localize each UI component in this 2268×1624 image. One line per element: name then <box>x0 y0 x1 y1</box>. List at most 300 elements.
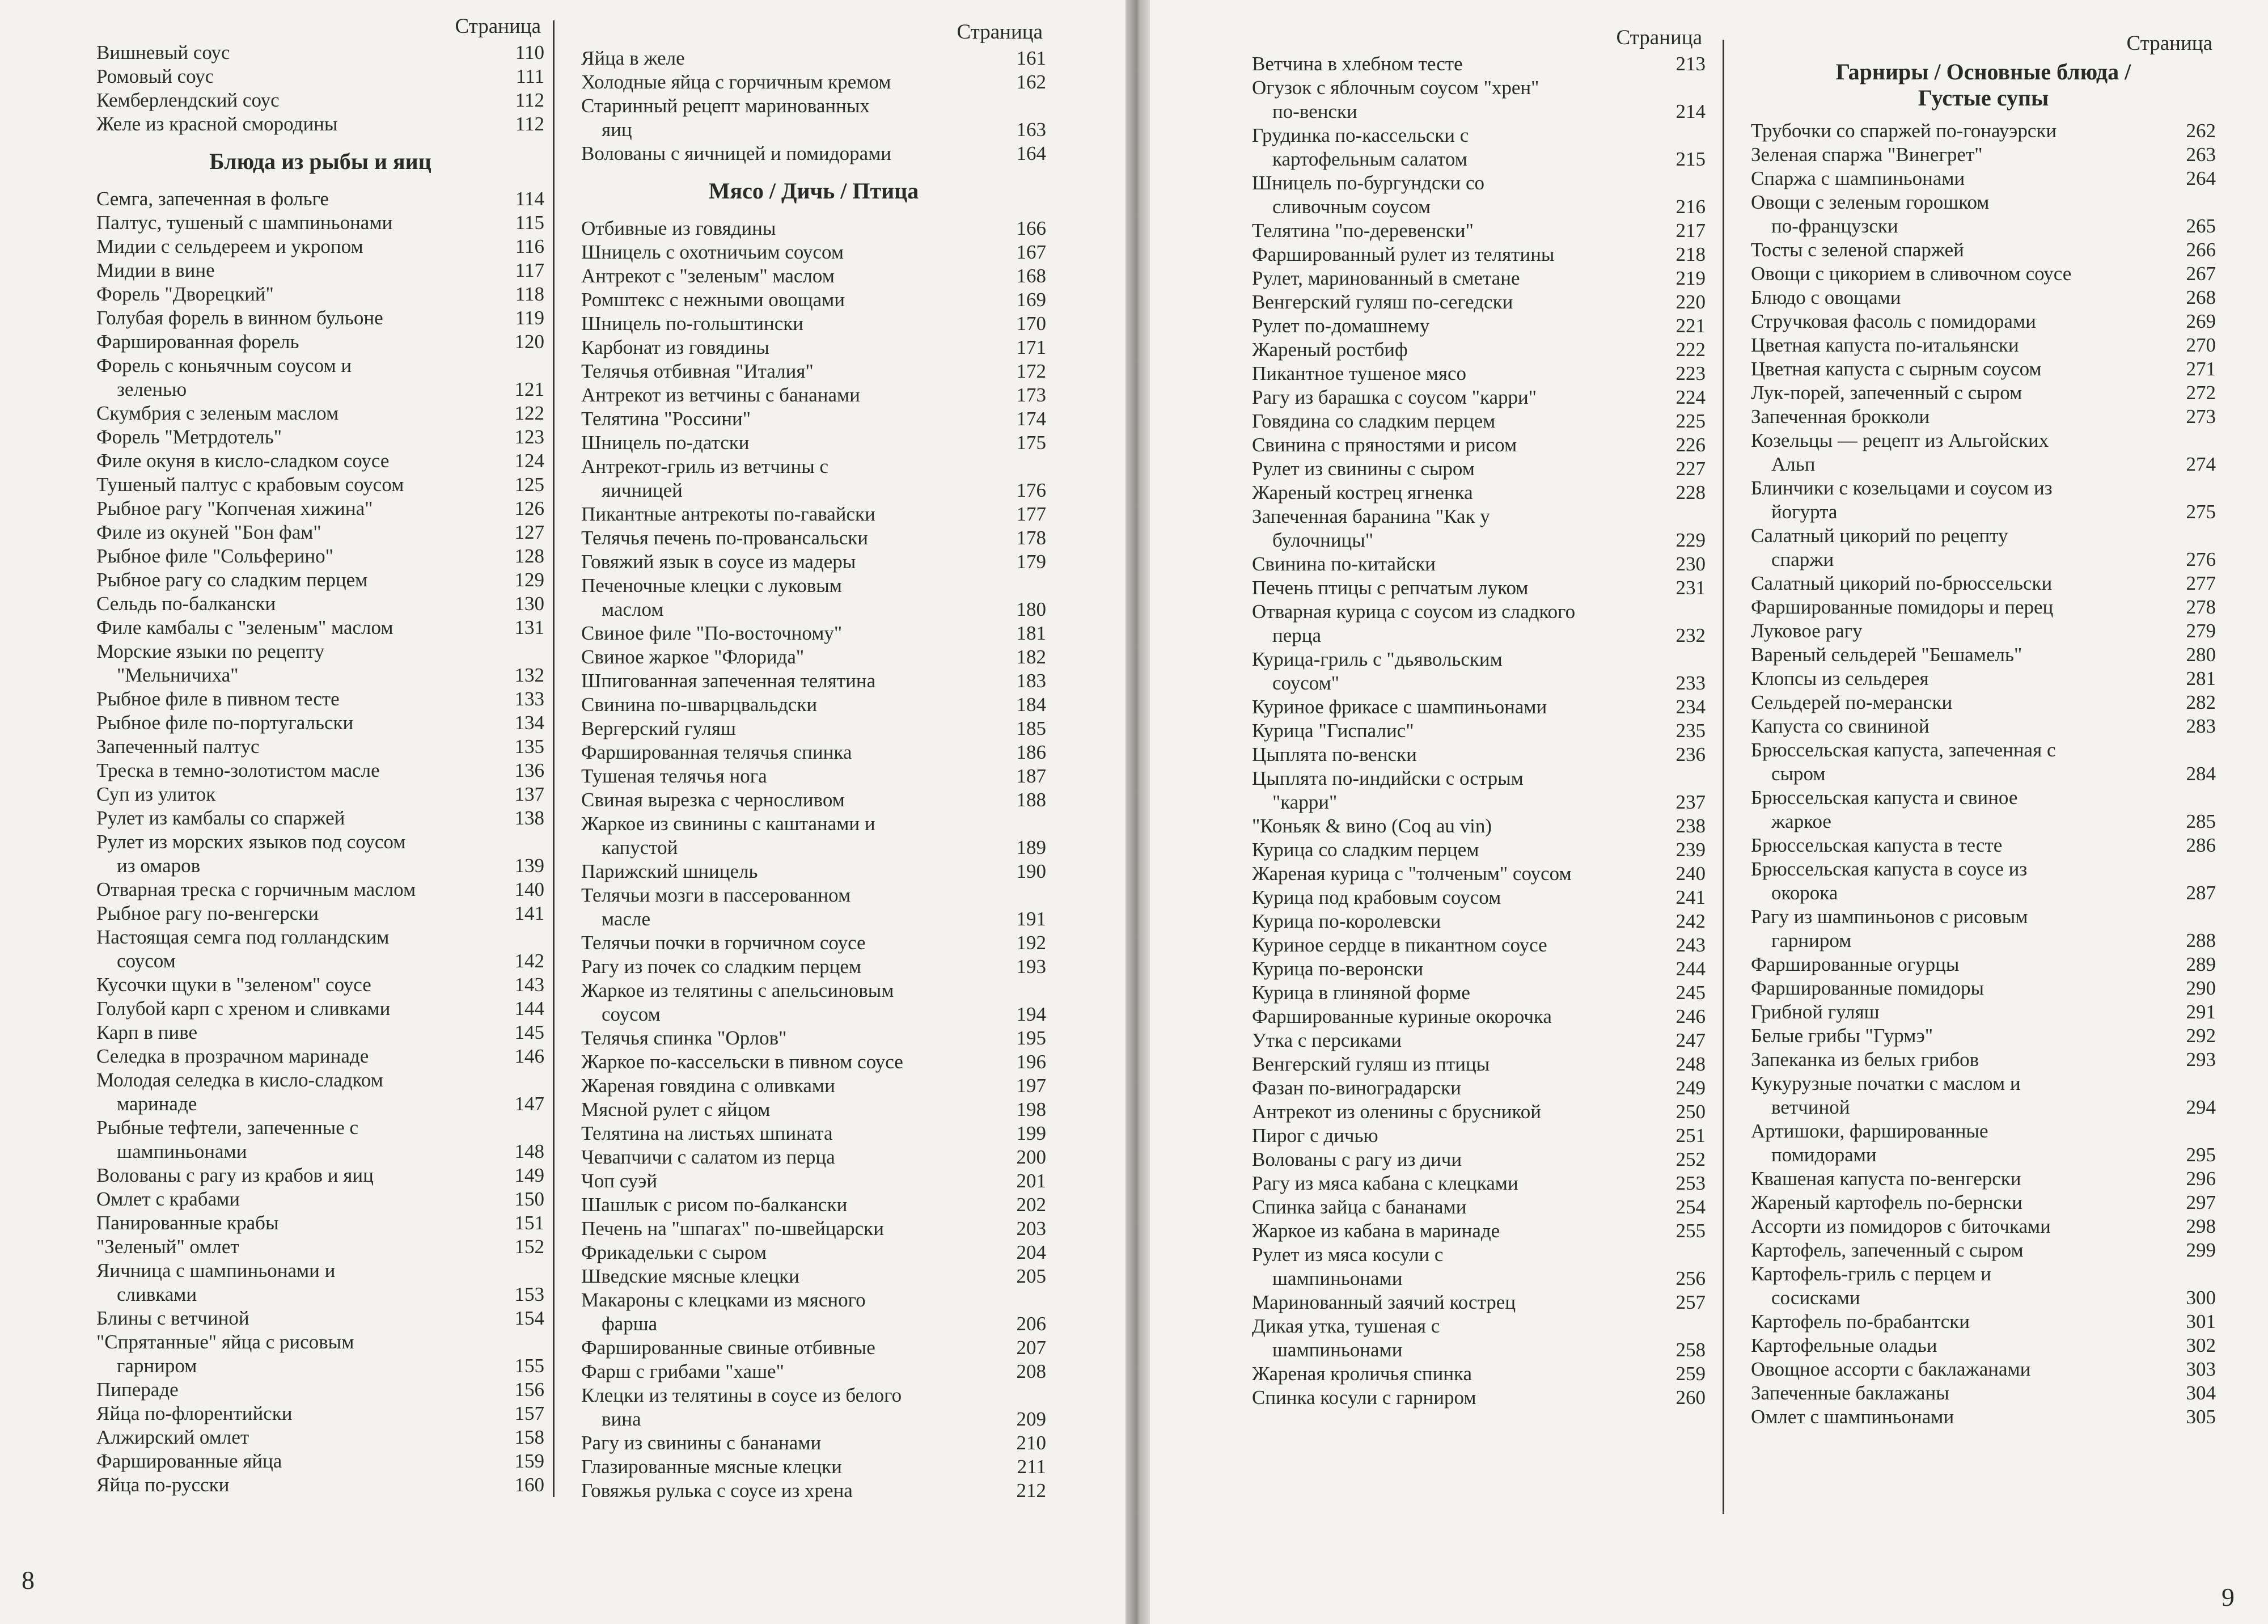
toc-entry-title-continuation: Альп <box>1771 453 1816 475</box>
toc-entry-title <box>581 883 995 931</box>
toc-entry-title-line: Форель "Метрдотель" <box>96 426 282 448</box>
toc-entry <box>1751 1000 2216 1024</box>
toc-entry-title-line: Курица под крабовым соусом <box>1252 886 1501 908</box>
toc-entry-title-line: Свиная вырезка с черносливом <box>581 789 845 811</box>
toc-entry <box>96 425 544 449</box>
toc-entry-title-line: Желе из красной смородины <box>96 113 338 135</box>
toc-entry-title-continuation: фарша <box>602 1313 658 1335</box>
toc-entry <box>581 1217 1046 1241</box>
toc-entry-page-number: 277 <box>2186 572 2216 594</box>
toc-entry-page-number: 217 <box>1675 219 1706 242</box>
toc-entry-title-line: Запеченные баклажаны <box>1751 1382 1949 1404</box>
toc-entry-page-number: 256 <box>1675 1267 1706 1289</box>
toc-entry-title <box>581 70 995 94</box>
toc-entry-title <box>1252 1005 1655 1029</box>
toc-entry-title <box>581 217 995 240</box>
toc-entry <box>96 1426 544 1449</box>
toc-entry-title <box>96 568 493 592</box>
toc-entry-page-number: 230 <box>1675 553 1706 575</box>
toc-entry-title-continuation: "Мельничиха" <box>117 664 239 686</box>
toc-entry-page-number: 181 <box>1016 622 1046 644</box>
toc-entry-page-number: 140 <box>514 878 544 900</box>
toc-entry <box>1751 667 2216 691</box>
toc-entry-title-line: Фаршированные куриные окорочка <box>1252 1005 1552 1027</box>
toc-entry-title-line: Жаркое по-кассельски в пивном соусе <box>581 1051 903 1073</box>
toc-entry-title <box>1252 814 1655 838</box>
toc-entry <box>581 979 1046 1026</box>
toc-entry-title <box>1252 743 1655 767</box>
toc-entry-page-number: 279 <box>2186 620 2216 642</box>
toc-entry-title-line: Салатный цикорий по рецепту <box>1751 525 2008 547</box>
toc-entry-title <box>1252 957 1655 981</box>
toc-entry-title-line: Цветная капуста по-итальянски <box>1751 334 2019 356</box>
toc-entry-title <box>1751 1405 2165 1429</box>
toc-entry-title <box>1751 1334 2165 1357</box>
toc-entry-page-number: 252 <box>1675 1148 1706 1170</box>
toc-entry-title-line: Печеночные клецки с луковым <box>581 574 842 597</box>
toc-entry <box>96 187 544 211</box>
toc-entry-title <box>96 711 493 735</box>
toc-entry-title <box>1252 1219 1655 1243</box>
toc-entry-page-number: 155 <box>514 1355 544 1377</box>
toc-entry <box>1751 357 2216 381</box>
toc-entry-page-number: 135 <box>514 735 544 758</box>
toc-entry-title-line: Отварная курица с соусом из сладкого <box>1252 600 1576 623</box>
toc-entry-title <box>96 521 493 544</box>
toc-entry <box>96 1449 544 1473</box>
toc-entry-page-number: 169 <box>1016 289 1046 311</box>
toc-entry-title-line: Шницель по-гольштински <box>581 312 804 335</box>
toc-entry-page-number: 138 <box>514 807 544 829</box>
toc-entry-page-number: 159 <box>514 1450 544 1472</box>
toc-entry-page-number: 173 <box>1016 384 1046 406</box>
toc-entry-title <box>581 979 995 1026</box>
toc-entry-title-line: Фаршированная форель <box>96 331 299 353</box>
toc-entry <box>1751 1381 2216 1405</box>
toc-entry-page-number: 116 <box>515 235 544 257</box>
toc-entry-page-number: 177 <box>1016 503 1046 525</box>
toc-entry-title-line: Овощи с цикорием в сливочном соусе <box>1751 263 2072 285</box>
toc-entry-title-line: Кусочки щуки в "зеленом" соусе <box>96 974 371 996</box>
toc-entry-title <box>1751 1167 2165 1191</box>
toc-entry <box>1751 1238 2216 1262</box>
toc-entry <box>1252 1124 1706 1148</box>
toc-entry-page-number: 289 <box>2186 953 2216 975</box>
toc-entry <box>581 94 1046 142</box>
toc-entry <box>1252 767 1706 814</box>
toc-entry-page-number: 221 <box>1675 315 1706 337</box>
toc-entry-title <box>581 1431 995 1455</box>
toc-entry-page-number: 273 <box>2186 405 2216 428</box>
toc-entry <box>1252 1029 1706 1052</box>
toc-entry-title <box>581 955 995 979</box>
toc-entry-title-line: Картофель по-брабантски <box>1751 1310 1970 1333</box>
toc-entry-page-number: 222 <box>1675 339 1706 361</box>
toc-entry <box>1751 953 2216 976</box>
toc-entry-title <box>96 592 493 616</box>
toc-entry-title <box>96 1044 493 1068</box>
toc-entry-title-line: Фаршированные свиные отбивные <box>581 1337 875 1359</box>
toc-entry-title-line: Настоящая семга под голландским <box>96 926 390 948</box>
toc-entry-page-number: 228 <box>1675 481 1706 504</box>
toc-entry-page-number: 287 <box>2186 882 2216 904</box>
toc-entry-page-number: 243 <box>1675 934 1706 956</box>
toc-entry-title-line: "Зеленый" омлет <box>96 1236 239 1258</box>
toc-entry-page-number: 152 <box>514 1236 544 1258</box>
toc-entry <box>581 645 1046 669</box>
toc-entry-page-number: 304 <box>2186 1382 2216 1404</box>
toc-entry-title-line: Шпигованная запеченная телятина <box>581 670 876 692</box>
toc-entry-page-number: 229 <box>1675 529 1706 551</box>
toc-entry <box>96 1259 544 1306</box>
toc-entry-page-number: 157 <box>514 1402 544 1424</box>
toc-entry-page-number: 281 <box>2186 667 2216 690</box>
toc-entry-title <box>96 735 493 759</box>
toc-entry-title <box>1751 310 2165 333</box>
toc-entry-title <box>1751 1024 2165 1048</box>
toc-entry <box>1252 862 1706 886</box>
toc-entry-title-continuation: шампиньонами <box>1272 1267 1403 1289</box>
toc-entry-title-line: Говяжий язык в соусе из мадеры <box>581 551 856 573</box>
toc-entry <box>581 455 1046 502</box>
toc-entry-title-line: Рыбное рагу "Копченая хижина" <box>96 497 373 519</box>
toc-entry-title-line: Рыбное филе в пивном тесте <box>96 688 340 710</box>
toc-entry <box>96 306 544 330</box>
toc-entry-page-number: 276 <box>2186 548 2216 570</box>
toc-entry-title-line: Карбонат из говядины <box>581 336 769 358</box>
toc-entry-title <box>1252 1172 1655 1195</box>
toc-entry-page-number: 270 <box>2186 334 2216 356</box>
toc-entry <box>1252 290 1706 314</box>
toc-entry-title <box>1252 267 1655 290</box>
toc-entry <box>1252 243 1706 267</box>
toc-entry-title <box>96 1330 493 1378</box>
toc-entry <box>581 46 1046 70</box>
toc-entry-title-line: Лук-порей, запеченный с сыром <box>1751 382 2022 404</box>
toc-entry-page-number: 214 <box>1675 100 1706 122</box>
toc-entry-title-continuation: маринаде <box>117 1093 197 1115</box>
toc-entry-page-number: 286 <box>2186 834 2216 856</box>
toc-entry <box>1751 1191 2216 1215</box>
toc-entry-title <box>1252 838 1655 862</box>
toc-entry-title-line: Квашеная капуста по-венгерски <box>1751 1168 2021 1190</box>
toc-entry-page-number: 260 <box>1675 1386 1706 1409</box>
toc-entry-title-line: Жареная говядина с оливками <box>581 1075 835 1097</box>
toc-entry-title-continuation: сыром <box>1771 763 1826 785</box>
toc-entry <box>1252 1291 1706 1314</box>
toc-entry <box>96 759 544 783</box>
toc-entry <box>1252 910 1706 933</box>
toc-entry <box>1751 1119 2216 1167</box>
toc-entry <box>96 473 544 497</box>
toc-entry <box>96 616 544 640</box>
toc-entry-page-number: 133 <box>514 688 544 710</box>
toc-entry <box>581 621 1046 645</box>
toc-entry-title-line: Яйца по-русски <box>96 1474 230 1496</box>
toc-entry-title-continuation: помидорами <box>1771 1144 1877 1166</box>
toc-entry <box>1751 905 2216 953</box>
toc-entry <box>1751 1024 2216 1048</box>
toc-entry <box>1252 433 1706 457</box>
section-title: Мясо / Дичь / Птица <box>708 178 919 204</box>
toc-entry <box>581 883 1046 931</box>
toc-entry-title-continuation: булочницы" <box>1272 529 1374 551</box>
toc-entry-title <box>96 65 493 88</box>
toc-entry-title <box>96 1116 493 1164</box>
toc-entry-title <box>1751 286 2165 310</box>
toc-entry-page-number: 225 <box>1675 410 1706 432</box>
column-header: Страница <box>2126 32 2212 55</box>
toc-entry-title-line: Телятина "Россини" <box>581 408 751 430</box>
toc-entry-page-number: 247 <box>1675 1029 1706 1051</box>
toc-entry-title <box>581 1360 995 1384</box>
toc-entry-title-line: Кемберлендский соус <box>96 89 280 111</box>
toc-entry-page-number: 162 <box>1016 71 1046 93</box>
toc-entry-title-line: Цветная капуста с сырным соусом <box>1751 358 2042 380</box>
toc-entry <box>1751 1048 2216 1072</box>
toc-entry-title <box>1751 1381 2165 1405</box>
toc-entry <box>96 1306 544 1330</box>
toc-entry <box>581 1431 1046 1455</box>
toc-entry <box>1252 1386 1706 1410</box>
toc-entry <box>581 741 1046 764</box>
toc-entry <box>1751 1262 2216 1310</box>
toc-entry-title-line: Шведские мясные клецки <box>581 1265 799 1287</box>
toc-entry-title-line: Клопсы из сельдерея <box>1751 667 1929 690</box>
toc-entry-title-line: Брюссельская капуста в соусе из <box>1751 858 2028 880</box>
toc-entry-title <box>1751 405 2165 429</box>
toc-entry-page-number: 215 <box>1675 148 1706 170</box>
toc-entry-page-number: 189 <box>1016 836 1046 858</box>
toc-entry-page-number: 301 <box>2186 1310 2216 1333</box>
toc-entry-title-line: Блины с ветчиной <box>96 1307 249 1329</box>
toc-entry-title-line: Блинчики с козельцами и соусом из <box>1751 477 2053 499</box>
toc-entry-title-line: Мидии с сельдереем и укропом <box>96 235 363 257</box>
toc-entry-title <box>1751 429 2165 476</box>
toc-entry-page-number: 219 <box>1675 267 1706 289</box>
toc-entry-title-continuation: соусом <box>117 950 176 972</box>
toc-entry-page-number: 146 <box>514 1045 544 1067</box>
toc-entry-page-number: 121 <box>514 378 544 400</box>
toc-entry-page-number: 148 <box>514 1140 544 1162</box>
toc-entry-title-line: Курица по-королевски <box>1252 910 1441 932</box>
toc-entry-page-number: 199 <box>1016 1122 1046 1144</box>
toc-entry-page-number: 192 <box>1016 932 1046 954</box>
toc-entry <box>96 211 544 235</box>
toc-entry <box>96 830 544 878</box>
toc-entry <box>1252 1100 1706 1124</box>
toc-entry-page-number: 126 <box>514 497 544 519</box>
toc-entry-title <box>1751 905 2165 953</box>
toc-entry-title <box>581 764 995 788</box>
toc-entry-title <box>96 616 493 640</box>
toc-entry <box>581 1455 1046 1479</box>
toc-entry-title-line: Картофель, запеченный с сыром <box>1751 1239 2024 1261</box>
toc-entry-title <box>1751 953 2165 976</box>
toc-entry-title-line: Суп из улиток <box>96 783 216 805</box>
toc-entry-title-line: Капуста со свининой <box>1751 715 1930 737</box>
toc-entry <box>96 711 544 735</box>
toc-entry-page-number: 305 <box>2186 1406 2216 1428</box>
toc-entry-page-number: 251 <box>1675 1124 1706 1147</box>
toc-entry-page-number: 250 <box>1675 1101 1706 1123</box>
toc-entry <box>96 1187 544 1211</box>
toc-entry-title <box>1252 981 1655 1005</box>
toc-entry-title-line: Овощное ассорти с баклажанами <box>1751 1358 2031 1380</box>
toc-entry-title <box>1252 1195 1655 1219</box>
toc-entry-title-line: Рыбные тефтели, запеченные с <box>96 1116 359 1139</box>
toc-entry-title <box>1751 143 2165 167</box>
section-title <box>1751 59 2216 111</box>
toc-entry-title <box>96 112 493 136</box>
toc-entry-title-line: Говядина со сладким перцем <box>1252 410 1496 432</box>
toc-entry <box>96 401 544 425</box>
toc-entry-page-number: 176 <box>1016 479 1046 501</box>
toc-entry <box>581 431 1046 455</box>
toc-entry-title <box>1751 1191 2165 1215</box>
toc-entry-list <box>1252 52 1706 1410</box>
toc-entry <box>1751 524 2216 572</box>
toc-entry-page-number: 202 <box>1016 1194 1046 1216</box>
toc-entry-page-number: 303 <box>2186 1358 2216 1380</box>
page-number: 9 <box>2222 1583 2235 1612</box>
toc-entry-page-number: 185 <box>1016 717 1046 739</box>
toc-entry-title-line: Алжирский омлет <box>96 1426 249 1448</box>
toc-entry-title-line: Вареный сельдерей "Бешамель" <box>1751 644 2022 666</box>
toc-entry-title-line: Курица в глиняной форме <box>1252 982 1470 1004</box>
toc-entry-title-line: Трубочки со спаржей по-гонауэрски <box>1751 120 2057 142</box>
toc-entry-page-number: 274 <box>2186 453 2216 475</box>
toc-entry-title-line: Волованы с рагу из крабов и яиц <box>96 1164 374 1186</box>
toc-entry-page-number: 299 <box>2186 1239 2216 1261</box>
toc-entry <box>581 383 1046 407</box>
toc-entry-title <box>581 1288 995 1336</box>
toc-entry-title <box>1751 381 2165 405</box>
toc-entry-page-number: 188 <box>1016 789 1046 811</box>
toc-entry-page-number: 198 <box>1016 1098 1046 1120</box>
toc-entry <box>581 812 1046 860</box>
toc-entry-title <box>1751 1238 2165 1262</box>
toc-entry-title-line: Вишневый соус <box>96 41 230 64</box>
toc-entry <box>1252 933 1706 957</box>
section-title-line-1: Гарниры / Основные блюда / <box>1835 59 2131 84</box>
toc-entry-page-number: 278 <box>2186 596 2216 618</box>
toc-entry-title <box>1751 714 2165 738</box>
toc-entry-title <box>96 41 493 65</box>
toc-entry <box>1751 738 2216 786</box>
toc-entry-title-line: Фаршированные помидоры и перец <box>1751 596 2054 618</box>
toc-entry-title-line: Рулет из мяса косули с <box>1252 1244 1444 1266</box>
toc-entry-title <box>581 860 995 883</box>
toc-entry-page-number: 237 <box>1675 791 1706 813</box>
toc-entry-title <box>1751 1310 2165 1334</box>
toc-entry-page-number: 236 <box>1675 743 1706 766</box>
toc-entry-title-line: Запеченная баранина "Как у <box>1252 505 1490 527</box>
toc-entry-page-number: 257 <box>1675 1291 1706 1313</box>
toc-entry-title <box>1252 1052 1655 1076</box>
toc-entry-title-line: Грудинка по-кассельски с <box>1252 124 1469 146</box>
toc-entry-title-line: Глазированные мясные клецки <box>581 1456 842 1478</box>
toc-entry <box>581 1026 1046 1050</box>
toc-entry <box>1252 552 1706 576</box>
toc-entry <box>1252 695 1706 719</box>
toc-entry <box>581 764 1046 788</box>
toc-entry-page-number: 275 <box>2186 501 2216 523</box>
toc-entry-title-continuation: по-французски <box>1771 215 1898 237</box>
toc-entry-title-line: Свиное филе "По-восточному" <box>581 622 843 644</box>
toc-entry-title <box>1751 619 2165 643</box>
toc-entry <box>1252 1076 1706 1100</box>
toc-entry-title <box>1751 357 2165 381</box>
toc-entry-title-line: Маринованный заячий кострец <box>1252 1291 1516 1313</box>
toc-entry-title-line: Рулет из камбалы со спаржей <box>96 807 345 829</box>
toc-entry-title-continuation: капустой <box>602 836 678 858</box>
toc-entry-title-line: Рагу из барашка с соусом "карри" <box>1252 386 1537 408</box>
toc-entry-page-number: 117 <box>515 259 544 281</box>
toc-entry-page-number: 271 <box>2186 358 2216 380</box>
toc-entry-title-continuation: перца <box>1272 624 1322 646</box>
toc-entry-title <box>581 1455 995 1479</box>
toc-entry-page-number: 291 <box>2186 1001 2216 1023</box>
toc-entry-title <box>581 717 995 741</box>
toc-entry-page-number: 248 <box>1675 1053 1706 1075</box>
toc-entry-title <box>581 240 995 264</box>
toc-entry-page-number: 115 <box>515 212 544 234</box>
toc-entry-page-number: 144 <box>514 997 544 1020</box>
toc-entry-title <box>581 336 995 360</box>
toc-entry-page-number: 112 <box>515 113 544 135</box>
toc-entry-title-line: Салатный цикорий по-брюссельски <box>1751 572 2053 594</box>
toc-entry <box>96 1211 544 1235</box>
toc-entry-page-number: 164 <box>1016 142 1046 164</box>
toc-entry <box>1751 1357 2216 1381</box>
toc-entry-title <box>1252 1124 1655 1148</box>
toc-entry-title-line: Фаршированный рулет из телятины <box>1252 243 1555 265</box>
toc-entry <box>581 360 1046 383</box>
toc-entry-title-line: Карп в пиве <box>96 1021 197 1043</box>
toc-entry-page-number: 118 <box>515 283 544 305</box>
toc-entry-title-line: Рыбное филе "Сольферино" <box>96 545 333 567</box>
toc-entry-title <box>1252 1362 1655 1386</box>
toc-entry <box>1252 838 1706 862</box>
toc-entry-page-number: 290 <box>2186 977 2216 999</box>
toc-entry-title <box>581 407 995 431</box>
toc-entry-title <box>1751 643 2165 667</box>
toc-entry-title <box>1252 314 1655 338</box>
toc-entry-title-continuation: шампиньонами <box>1272 1339 1403 1361</box>
toc-entry-title-line: Рулет по-домашнему <box>1252 315 1430 337</box>
toc-entry <box>96 1235 544 1259</box>
toc-entry-title <box>581 383 995 407</box>
toc-entry-title <box>1751 524 2165 572</box>
toc-entry <box>96 112 544 136</box>
toc-entry-title-line: Голубая форель в винном бульоне <box>96 307 383 329</box>
toc-entry <box>96 973 544 997</box>
toc-entry-title-line: Фаршированные помидоры <box>1751 977 1984 999</box>
toc-entry-page-number: 234 <box>1675 696 1706 718</box>
toc-entry-page-number: 120 <box>514 331 544 353</box>
toc-entry <box>1751 262 2216 286</box>
toc-entry-title <box>96 1235 493 1259</box>
toc-entry <box>581 1384 1046 1431</box>
toc-entry-title <box>1751 976 2165 1000</box>
toc-entry-page-number: 187 <box>1016 765 1046 787</box>
toc-entry-page-number: 267 <box>2186 263 2216 285</box>
toc-entry-page-number: 182 <box>1016 646 1046 668</box>
toc-entry <box>581 217 1046 240</box>
toc-entry-page-number: 298 <box>2186 1215 2216 1237</box>
toc-entry-title <box>1751 476 2165 524</box>
